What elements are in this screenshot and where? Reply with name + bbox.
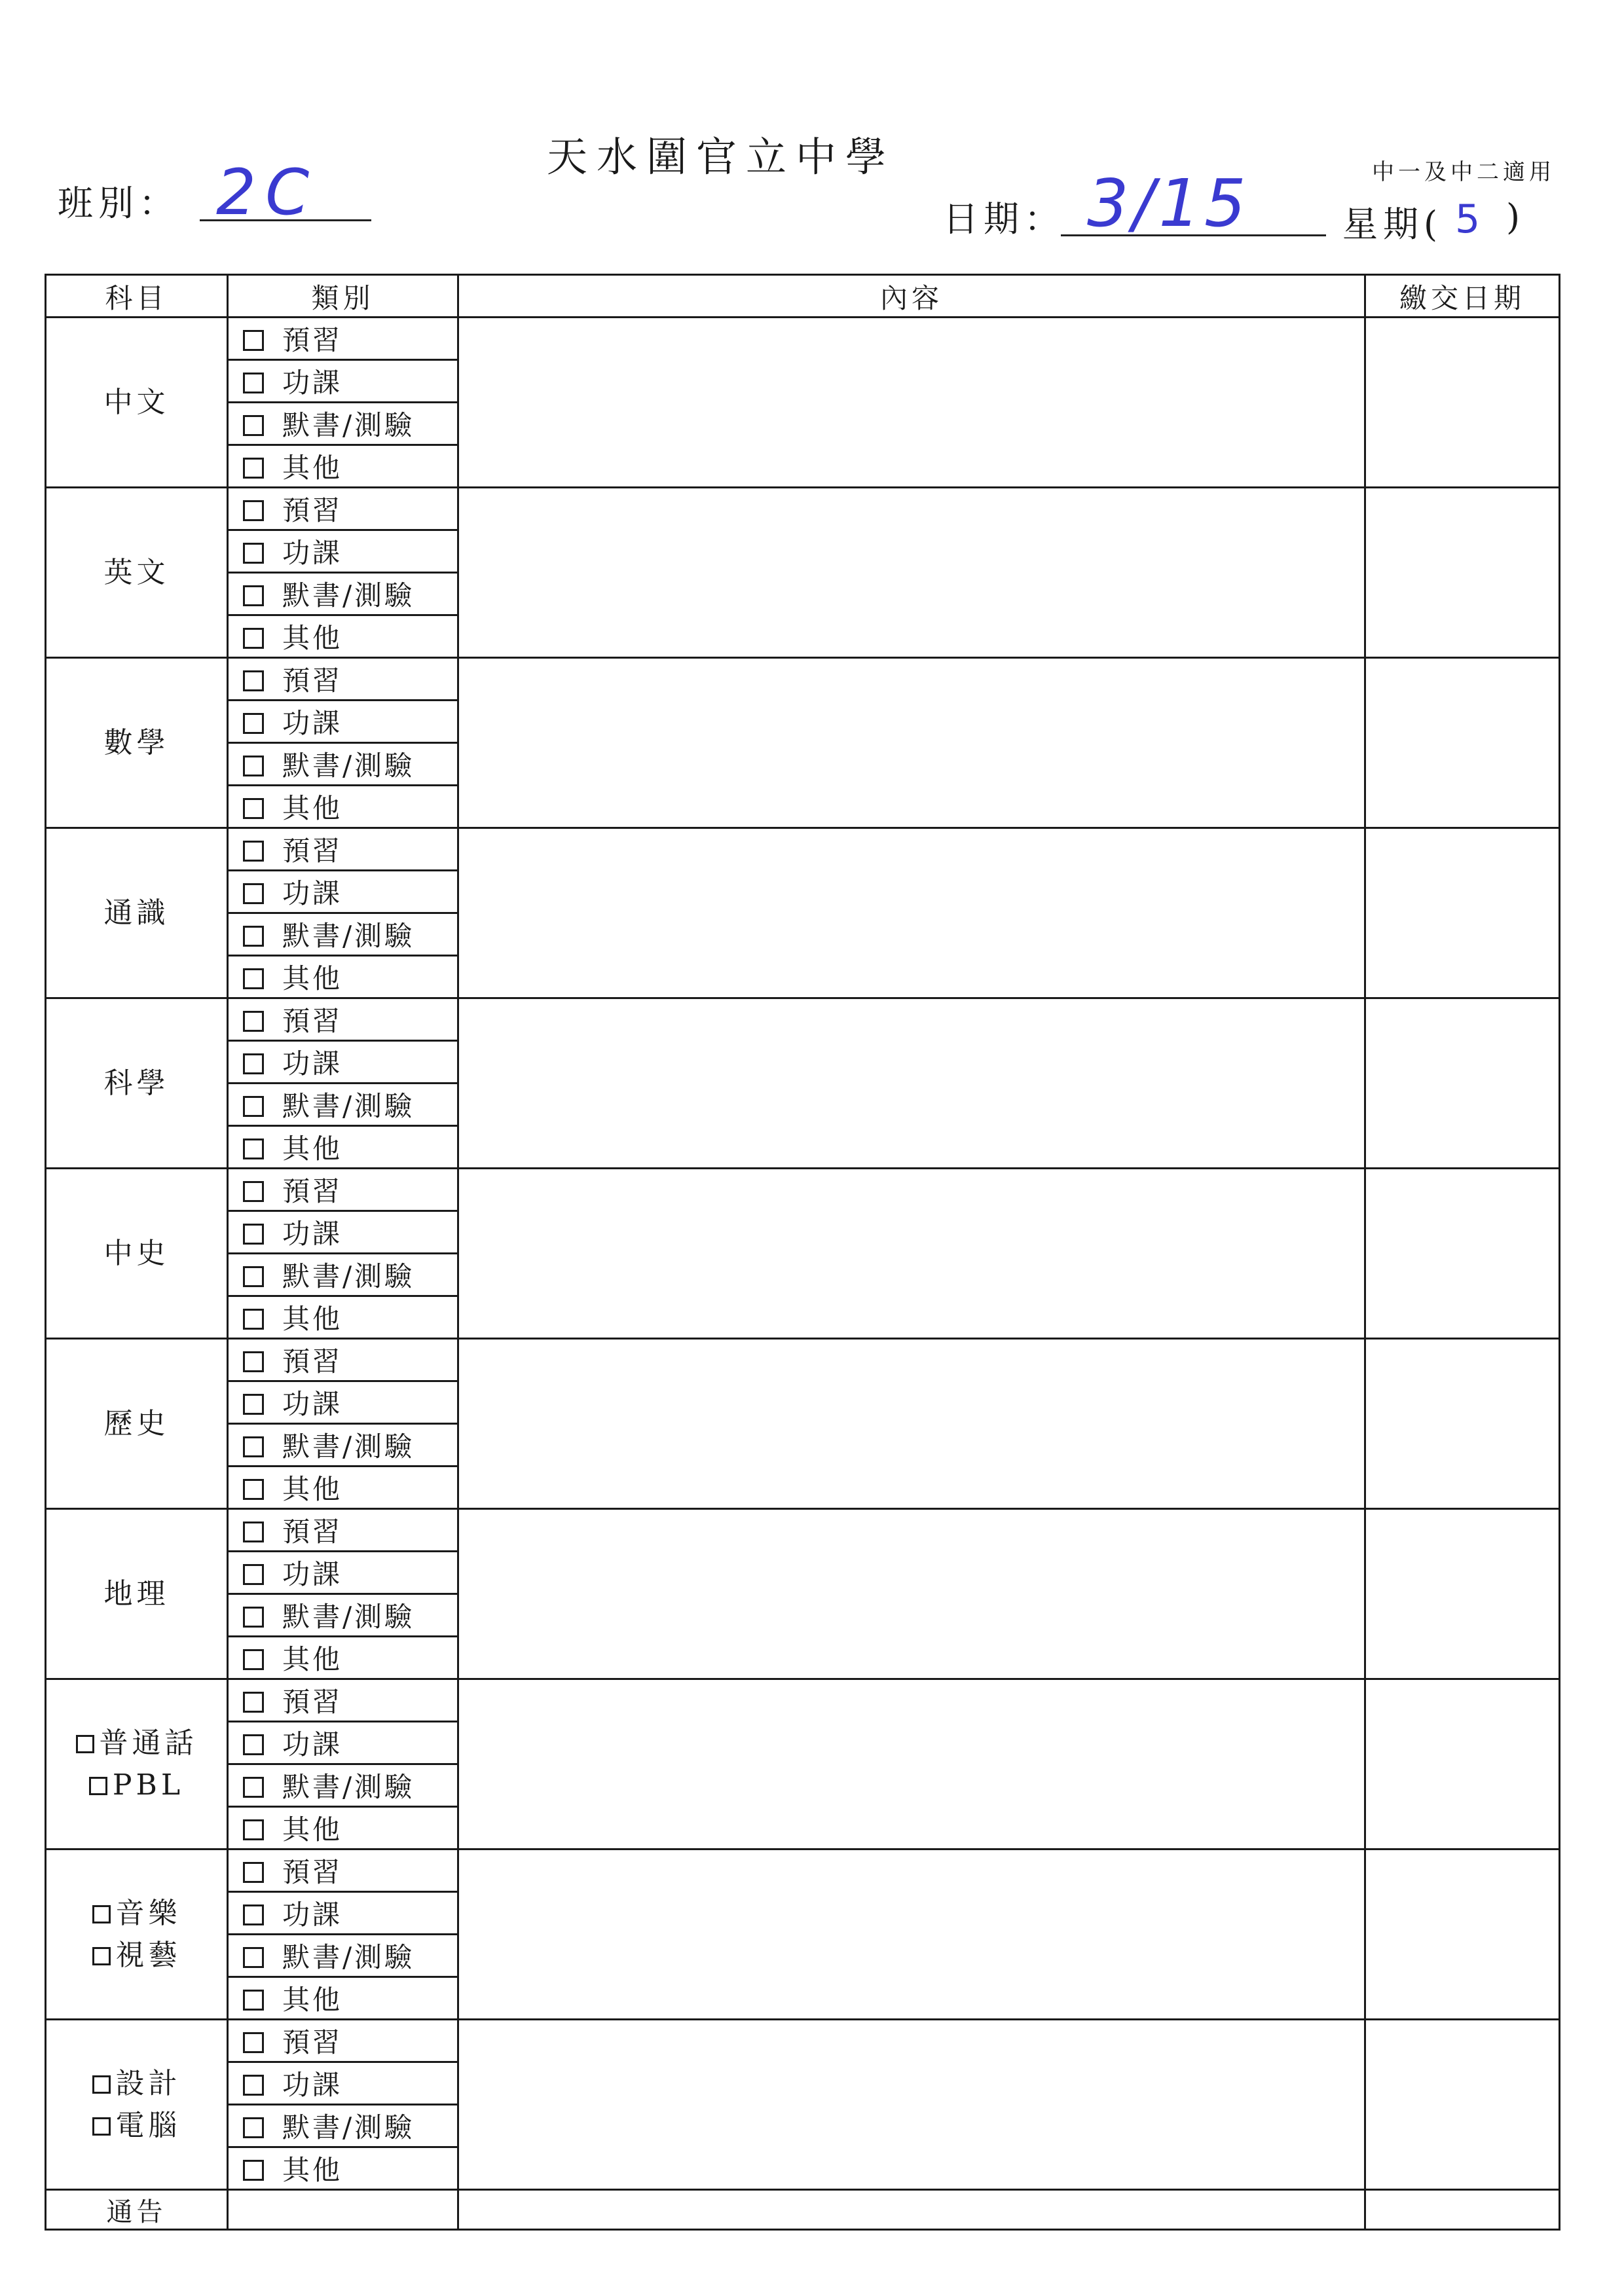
checkbox[interactable] — [243, 585, 264, 606]
category-label: 功課 — [282, 1728, 343, 1760]
subject-label: 視藝 — [115, 1938, 181, 1972]
category-cell[interactable] — [228, 1084, 458, 1126]
category-cell[interactable] — [228, 1211, 458, 1254]
checkbox[interactable] — [243, 1224, 264, 1245]
category-label: 功課 — [282, 877, 343, 909]
checkbox[interactable] — [243, 373, 264, 393]
due-date-cell[interactable] — [1365, 1850, 1560, 2020]
notice-label: 通告 — [46, 2190, 228, 2230]
category-cell[interactable] — [228, 1424, 458, 1467]
checkbox[interactable] — [243, 1011, 264, 1032]
notice-content-cell[interactable] — [458, 2190, 1365, 2230]
header-content: 內容 — [458, 275, 1365, 318]
category-cell[interactable] — [228, 1892, 458, 1935]
category-cell[interactable] — [228, 2062, 458, 2105]
category-label: 功課 — [282, 2069, 343, 2101]
category-label: 其他 — [282, 1303, 343, 1335]
category-label: 其他 — [282, 2154, 343, 2186]
category-cell[interactable] — [228, 1126, 458, 1169]
category-cell[interactable] — [228, 2147, 458, 2190]
due-date-cell[interactable] — [1365, 1169, 1560, 1339]
checkbox[interactable] — [243, 1436, 264, 1457]
category-cell[interactable] — [228, 1935, 458, 1977]
category-label: 功課 — [282, 707, 343, 739]
category-label: 默書/測驗 — [282, 409, 415, 441]
category-label: 默書/測驗 — [282, 1430, 415, 1463]
class-label: 班別： — [58, 183, 179, 224]
category-cell[interactable] — [228, 403, 458, 445]
content-cell[interactable] — [458, 998, 1365, 1169]
subject-cell — [46, 1679, 228, 1850]
subject-label: 通識 — [103, 896, 170, 930]
category-label: 功課 — [282, 1558, 343, 1590]
subject-cell — [46, 1169, 228, 1339]
subject-cell — [46, 1850, 228, 2020]
checkbox[interactable] — [243, 883, 264, 904]
category-cell[interactable] — [228, 1041, 458, 1084]
subject-cell — [46, 998, 228, 1169]
subject-label: 音樂 — [115, 1896, 181, 1930]
table-row — [46, 1679, 1560, 1722]
category-cell[interactable] — [228, 1722, 458, 1764]
content-cell[interactable] — [458, 1339, 1365, 1509]
checkbox[interactable] — [243, 1351, 264, 1372]
checkbox[interactable] — [243, 1309, 264, 1330]
subject-label: 歷史 — [103, 1406, 170, 1440]
category-cell[interactable] — [228, 488, 458, 530]
table-row — [46, 1169, 1560, 1211]
header-category: 類別 — [228, 275, 458, 318]
date-label: 日期： — [943, 198, 1065, 240]
checkbox[interactable] — [243, 1862, 264, 1883]
weekday-close: ) — [1506, 196, 1526, 238]
checkbox[interactable] — [243, 1266, 264, 1287]
checkbox[interactable] — [92, 2117, 111, 2136]
due-date-cell[interactable] — [1365, 998, 1560, 1169]
table-row — [46, 1509, 1560, 1552]
due-date-cell[interactable] — [1365, 828, 1560, 998]
due-date-cell[interactable] — [1365, 2020, 1560, 2190]
checkbox[interactable] — [76, 1735, 94, 1753]
header-due-date: 繳交日期 — [1365, 275, 1560, 318]
checkbox[interactable] — [243, 1522, 264, 1542]
checkbox[interactable] — [243, 500, 264, 521]
category-label: 默書/測驗 — [282, 2111, 415, 2143]
table-row — [46, 998, 1560, 1041]
category-label: 預習 — [282, 2026, 343, 2058]
content-cell[interactable] — [458, 828, 1365, 998]
subject-option[interactable] — [46, 1722, 227, 1764]
notice-category-cell — [228, 2190, 458, 2230]
subject-option[interactable] — [46, 1764, 227, 1806]
category-label: 其他 — [282, 452, 343, 484]
category-label: 默書/測驗 — [282, 1601, 415, 1633]
subject-cell — [46, 318, 228, 488]
checkbox[interactable] — [243, 798, 264, 819]
checkbox[interactable] — [243, 713, 264, 734]
checkbox[interactable] — [92, 2075, 111, 2094]
content-cell[interactable] — [458, 318, 1365, 488]
subject-option[interactable] — [46, 1935, 227, 1977]
category-label: 預習 — [282, 1175, 343, 1207]
category-cell[interactable] — [228, 1169, 458, 1211]
checkbox[interactable] — [243, 1947, 264, 1968]
category-cell[interactable] — [228, 1764, 458, 1807]
checkbox[interactable] — [243, 628, 264, 649]
subject-label: PBL — [112, 1768, 185, 1802]
category-label: 默書/測驗 — [282, 1771, 415, 1803]
subject-label: 數學 — [103, 725, 170, 759]
subject-label: 中史 — [103, 1236, 170, 1270]
checkbox[interactable] — [243, 1394, 264, 1415]
table-row — [46, 2020, 1560, 2062]
header-subject: 科目 — [46, 275, 228, 318]
date-value[interactable]: 3/15 — [1087, 165, 1250, 242]
category-cell[interactable] — [228, 318, 458, 360]
checkbox[interactable] — [243, 458, 264, 479]
subject-label: 電腦 — [115, 2108, 181, 2142]
category-label: 預習 — [282, 1005, 343, 1037]
category-label: 功課 — [282, 1388, 343, 1420]
subject-cell — [46, 828, 228, 998]
category-cell[interactable] — [228, 743, 458, 786]
due-date-cell[interactable] — [1365, 488, 1560, 658]
category-label: 默書/測驗 — [282, 1090, 415, 1122]
checkbox[interactable] — [243, 756, 264, 776]
subject-option[interactable] — [46, 1893, 227, 1935]
checkbox[interactable] — [243, 841, 264, 862]
checkbox[interactable] — [243, 330, 264, 351]
category-label: 其他 — [282, 1133, 343, 1165]
table-row — [46, 318, 1560, 360]
table-row — [46, 488, 1560, 530]
content-cell[interactable] — [458, 1850, 1365, 2020]
category-label: 默書/測驗 — [282, 1260, 415, 1292]
category-label: 其他 — [282, 792, 343, 824]
category-cell[interactable] — [228, 1254, 458, 1296]
class-value[interactable]: 2C — [216, 156, 319, 229]
subject-name — [46, 1573, 227, 1615]
table-row — [46, 1850, 1560, 1892]
due-date-cell[interactable] — [1365, 658, 1560, 828]
content-cell[interactable] — [458, 1679, 1365, 1850]
checkbox[interactable] — [243, 1819, 264, 1840]
category-label: 功課 — [282, 367, 343, 399]
checkbox[interactable] — [243, 1053, 264, 1074]
category-label: 預習 — [282, 1516, 343, 1548]
checkbox[interactable] — [243, 1777, 264, 1798]
category-label: 默書/測驗 — [282, 750, 415, 782]
category-label: 預習 — [282, 835, 343, 867]
category-cell[interactable] — [228, 871, 458, 913]
category-cell[interactable] — [228, 2020, 458, 2062]
checkbox[interactable] — [92, 1905, 111, 1923]
subject-option[interactable] — [46, 2105, 227, 2147]
content-cell[interactable] — [458, 658, 1365, 828]
subject-label: 中文 — [103, 385, 170, 419]
subject-cell — [46, 658, 228, 828]
category-label: 其他 — [282, 1813, 343, 1846]
category-cell[interactable] — [228, 1552, 458, 1594]
category-cell[interactable] — [228, 530, 458, 573]
checkbox[interactable] — [243, 1139, 264, 1159]
subject-cell — [46, 1339, 228, 1509]
category-cell[interactable] — [228, 1850, 458, 1892]
checkbox[interactable] — [243, 1649, 264, 1670]
category-label: 功課 — [282, 537, 343, 569]
category-label: 預習 — [282, 324, 343, 356]
category-cell[interactable] — [228, 828, 458, 871]
table-row — [46, 1339, 1560, 1381]
subject-name — [46, 1063, 227, 1104]
category-cell[interactable] — [228, 1977, 458, 2020]
category-cell[interactable] — [228, 1679, 458, 1722]
category-label: 其他 — [282, 1473, 343, 1505]
weekday-label: 星期( — [1342, 204, 1443, 245]
category-cell[interactable] — [228, 1467, 458, 1509]
table-header-row — [46, 275, 1560, 318]
category-label: 默書/測驗 — [282, 920, 415, 952]
category-cell[interactable] — [228, 615, 458, 658]
subject-cell — [46, 2020, 228, 2190]
homework-table — [45, 274, 1560, 2231]
subject-name — [46, 892, 227, 934]
category-cell[interactable] — [228, 1296, 458, 1339]
notice-due-cell[interactable] — [1365, 2190, 1560, 2230]
checkbox[interactable] — [243, 968, 264, 989]
category-cell[interactable] — [228, 360, 458, 403]
category-label: 功課 — [282, 1048, 343, 1080]
subject-option[interactable] — [46, 2063, 227, 2105]
checkbox[interactable] — [243, 1904, 264, 1925]
category-label: 預習 — [282, 1345, 343, 1377]
checkbox[interactable] — [243, 2160, 264, 2181]
school-name: 天水圍官立中學 — [547, 133, 896, 181]
checkbox[interactable] — [243, 1096, 264, 1117]
category-cell[interactable] — [228, 573, 458, 615]
checkbox[interactable] — [243, 2032, 264, 2053]
checkbox[interactable] — [243, 2075, 264, 2096]
due-date-cell[interactable] — [1365, 1339, 1560, 1509]
category-label: 功課 — [282, 1218, 343, 1250]
table-row — [46, 828, 1560, 871]
category-cell[interactable] — [228, 2105, 458, 2147]
checkbox[interactable] — [243, 1479, 264, 1500]
checkbox[interactable] — [243, 670, 264, 691]
checkbox[interactable] — [92, 1947, 111, 1965]
due-date-cell[interactable] — [1365, 1679, 1560, 1850]
subject-cell — [46, 1509, 228, 1679]
category-cell[interactable] — [228, 1807, 458, 1850]
category-cell[interactable] — [228, 998, 458, 1041]
due-date-cell[interactable] — [1365, 1509, 1560, 1679]
checkbox[interactable] — [243, 2117, 264, 2138]
checkbox[interactable] — [243, 1564, 264, 1585]
category-cell[interactable] — [228, 701, 458, 743]
category-cell[interactable] — [228, 445, 458, 488]
checkbox[interactable] — [89, 1777, 107, 1795]
subject-name — [46, 722, 227, 764]
content-cell[interactable] — [458, 2020, 1365, 2190]
subject-label: 地理 — [103, 1576, 170, 1611]
category-cell[interactable] — [228, 913, 458, 956]
subject-label: 設計 — [115, 2066, 181, 2100]
weekday-value[interactable]: 5 — [1455, 196, 1481, 242]
category-cell[interactable] — [228, 786, 458, 828]
table-row — [46, 658, 1560, 701]
subject-name — [46, 1403, 227, 1445]
subject-name — [46, 552, 227, 594]
content-cell[interactable] — [458, 488, 1365, 658]
category-cell[interactable] — [228, 658, 458, 701]
category-label: 預習 — [282, 1686, 343, 1718]
content-cell[interactable] — [458, 1169, 1365, 1339]
category-cell[interactable] — [228, 1381, 458, 1424]
checkbox[interactable] — [243, 926, 264, 947]
category-label: 預習 — [282, 665, 343, 697]
checkbox[interactable] — [243, 543, 264, 564]
category-label: 其他 — [282, 1984, 343, 2016]
subject-name — [46, 382, 227, 424]
category-label: 其他 — [282, 1643, 343, 1675]
subject-label: 普通話 — [99, 1726, 198, 1760]
checkbox[interactable] — [243, 1607, 264, 1628]
usage-note: 中一及中二適用 — [1372, 159, 1555, 185]
category-label: 預習 — [282, 494, 343, 526]
checkbox[interactable] — [243, 1990, 264, 2011]
due-date-cell[interactable] — [1365, 318, 1560, 488]
category-label: 默書/測驗 — [282, 1941, 415, 1973]
subject-name — [46, 1233, 227, 1275]
checkbox[interactable] — [243, 1181, 264, 1202]
subject-cell — [46, 488, 228, 658]
category-cell[interactable] — [228, 1594, 458, 1637]
category-label: 其他 — [282, 962, 343, 994]
category-label: 預習 — [282, 1856, 343, 1888]
checkbox[interactable] — [243, 1692, 264, 1713]
checkbox[interactable] — [243, 415, 264, 436]
category-cell[interactable] — [228, 956, 458, 998]
notice-row — [46, 2190, 1560, 2230]
checkbox[interactable] — [243, 1734, 264, 1755]
subject-label: 科學 — [103, 1066, 170, 1100]
category-label: 其他 — [282, 622, 343, 654]
category-cell[interactable] — [228, 1509, 458, 1552]
category-label: 默書/測驗 — [282, 579, 415, 611]
content-cell[interactable] — [458, 1509, 1365, 1679]
category-label: 功課 — [282, 1899, 343, 1931]
category-cell[interactable] — [228, 1637, 458, 1679]
category-cell[interactable] — [228, 1339, 458, 1381]
subject-label: 英文 — [103, 555, 170, 589]
